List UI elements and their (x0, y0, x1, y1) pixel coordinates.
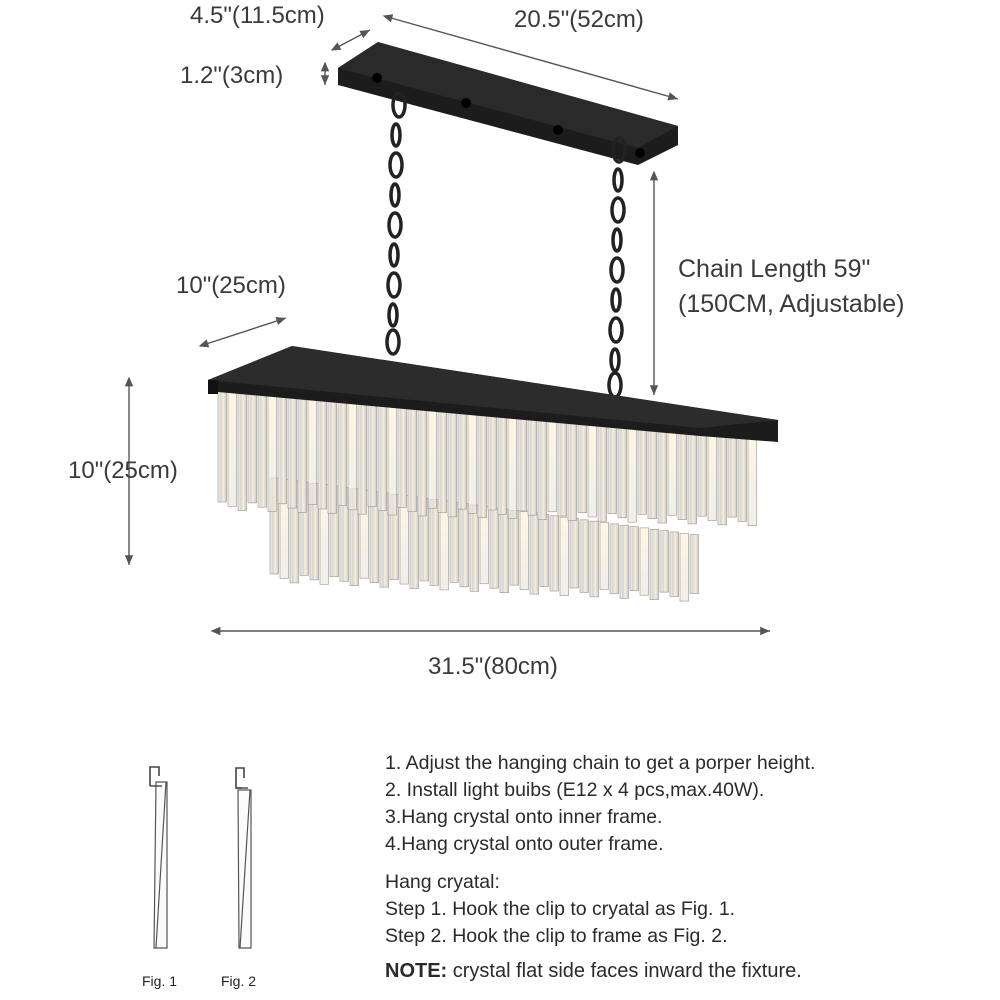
crystal-prism (610, 524, 619, 594)
crystal-prism (408, 405, 417, 512)
instruction-step: 3.Hang crystal onto inner frame. (385, 806, 663, 828)
crystal-prism (440, 501, 449, 590)
fixture-depth-label: 10"(25cm) (176, 272, 286, 299)
crystal-prism (508, 414, 517, 519)
crystal-prism (258, 392, 267, 508)
crystal-prism (418, 406, 427, 516)
crystal-prism (600, 523, 609, 590)
crystal-prism (298, 395, 307, 512)
crystal-prism (550, 516, 559, 591)
crystal-prism (338, 399, 347, 506)
crystal-prism (278, 393, 287, 503)
crystal-prism (688, 430, 697, 524)
crystal-prism (660, 531, 669, 593)
crystal-prism (430, 500, 439, 586)
crystal-prism (738, 434, 747, 521)
crystal-prism (718, 432, 727, 524)
hang-crystal-title: Hang cryatal: (385, 871, 500, 893)
crystal-prism (708, 432, 717, 521)
figure-2-crystal-clip (236, 768, 251, 948)
crystal-prism (548, 417, 557, 511)
crystal-prism (670, 532, 679, 597)
crystal-prism (358, 400, 367, 514)
installation-note (385, 958, 985, 985)
crystal-prism (648, 426, 657, 519)
chain-right (609, 138, 625, 397)
crystal-prism (668, 428, 677, 515)
crystal-prism (398, 404, 407, 507)
canopy-height-label: 1.2"(3cm) (180, 62, 284, 89)
note-text: crystal flat side faces inward the fixture. (447, 960, 802, 982)
crystal-prism (618, 424, 627, 518)
crystal-prism (520, 512, 529, 590)
dim-line-canopy-depth (332, 30, 370, 50)
crystal-prism (498, 413, 507, 514)
chain-length-note: (150CM, Adjustable) (678, 290, 905, 318)
instruction-step: 2. Install light buibs (E12 x 4 pcs,max.40W). (385, 779, 765, 801)
crystal-prism (590, 521, 599, 597)
instruction-step: 4.Hang crystal onto outer frame. (385, 833, 664, 855)
crystal-prism (500, 509, 509, 593)
hang-step: Step 1. Hook the clip to cryatal as Fig. 1. (385, 898, 736, 920)
fig-1-label: Fig. 1 (142, 973, 178, 989)
crystal-prism (510, 510, 519, 585)
crystal-prism (570, 518, 579, 587)
crystal-prism (678, 429, 687, 520)
crystal-prism (378, 402, 387, 511)
crystal-prism (560, 517, 569, 595)
chain-length-label: Chain Length 59" (678, 255, 871, 283)
crystal-prism (530, 513, 539, 594)
hang-step: Step 2. Hook the clip to frame as Fig. 2. (385, 925, 728, 947)
canopy-depth-label: 4.5"(11.5cm) (190, 2, 325, 29)
crystal-prism (268, 392, 277, 511)
crystal-prism (438, 408, 447, 513)
crystal-prism (748, 435, 757, 526)
figure-1-crystal-clip (150, 767, 167, 948)
crystal-prism (558, 418, 567, 516)
crystal-prism (588, 421, 597, 517)
crystal-prism (578, 420, 587, 513)
crystal-prism (238, 390, 247, 511)
crystal-prism (640, 528, 649, 595)
crystal-prism (538, 416, 547, 519)
crystal-prism (598, 422, 607, 521)
crystal-prism (318, 397, 327, 509)
crystal-prism (518, 415, 527, 511)
crystal-prism (540, 514, 549, 586)
crystal-prism (448, 408, 457, 516)
dim-line-fixture-depth (200, 318, 286, 346)
crystal-prism (400, 496, 409, 585)
crystal-prism (460, 504, 469, 587)
crystal-prism (680, 533, 689, 601)
crystal-prism (348, 400, 357, 510)
chain-left (387, 93, 405, 354)
crystal-prism (488, 412, 497, 510)
fig-2-label: Fig. 2 (221, 973, 257, 989)
crystal-prism (428, 407, 437, 509)
crystal-prism (650, 529, 659, 599)
instruction-step: 1. Adjust the hanging chain to get a porper height. (385, 752, 816, 774)
crystal-prism (628, 424, 637, 522)
crystal-prism (458, 409, 467, 509)
crystal-prism (608, 423, 617, 514)
fixture-length-label: 31.5"(80cm) (428, 653, 558, 680)
crystal-prism (468, 410, 477, 513)
crystal-prism (728, 433, 737, 517)
crystal-prism (580, 520, 589, 593)
crystal-prism (630, 527, 639, 591)
crystal-prism (658, 427, 667, 523)
crystal-prism (478, 411, 487, 518)
crystal-prism (388, 403, 397, 515)
crystal-prism (490, 508, 499, 589)
crystal-prism (690, 535, 699, 594)
crystal-prism (248, 391, 257, 503)
fixture-height-label: 10"(25cm) (68, 457, 178, 484)
crystal-prism (638, 425, 647, 514)
installation-instructions (385, 750, 985, 985)
crystal-prism (470, 505, 479, 591)
crystal-prism (620, 525, 629, 598)
crystal-prism (328, 398, 337, 513)
canopy-length-label: 20.5"(52cm) (514, 6, 644, 33)
canopy (338, 42, 678, 165)
crystal-prism (228, 389, 237, 506)
crystal-prism (528, 416, 537, 516)
crystal-prism (308, 396, 317, 505)
crystal-prism (568, 419, 577, 520)
crystal-prism (218, 388, 227, 502)
crystal-prism (698, 431, 707, 517)
note-label: NOTE: (385, 960, 448, 982)
crystal-prism (368, 401, 377, 506)
crystal-prism (288, 394, 297, 508)
